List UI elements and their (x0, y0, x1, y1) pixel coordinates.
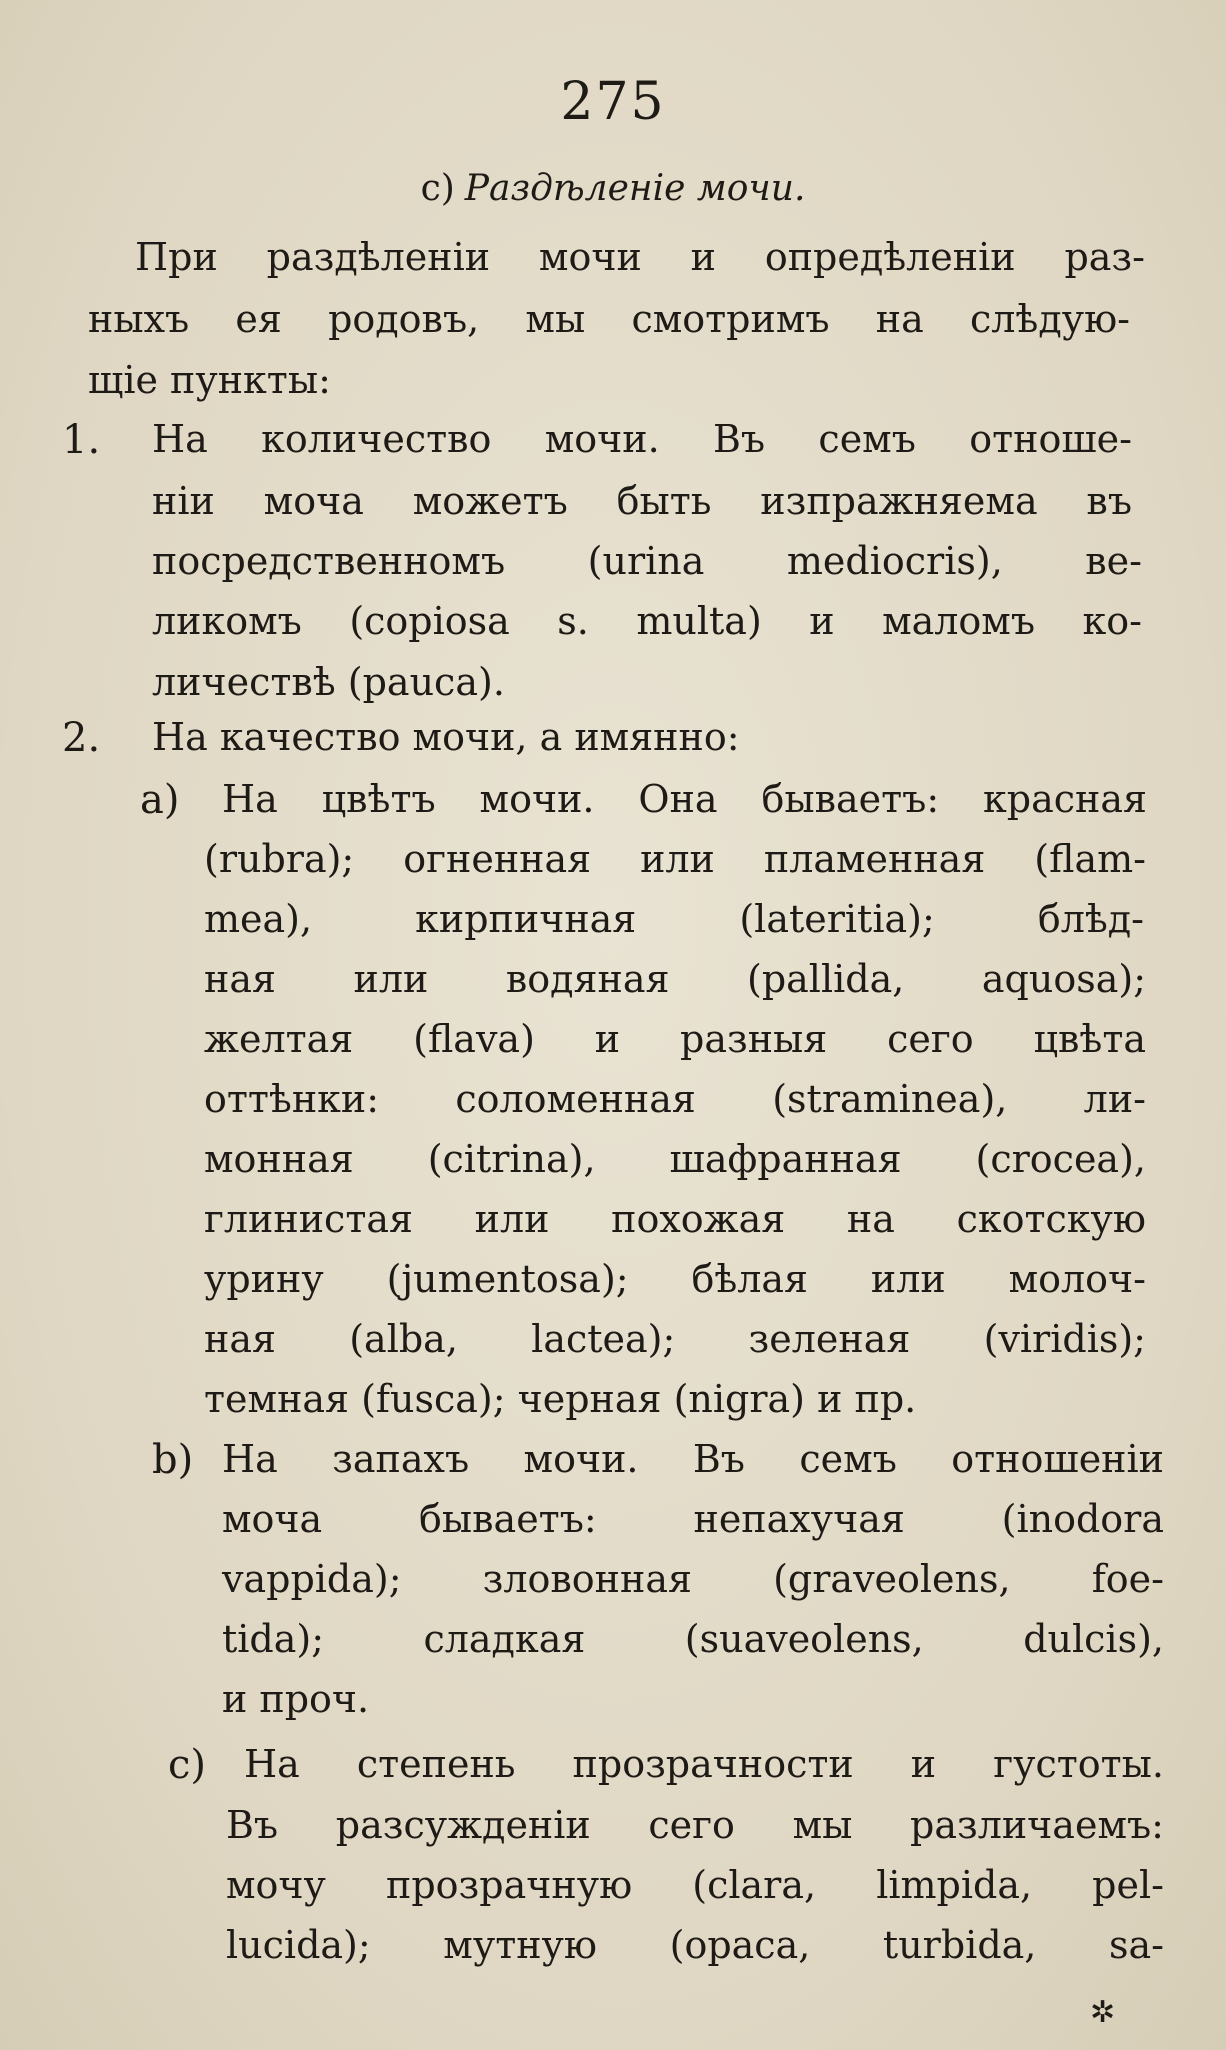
page-number: 275 (560, 72, 666, 132)
item-line: На количество мочи. Въ семъ отноше- (152, 417, 1132, 461)
subitem-line: оттѣнки: соломенная (straminea), ли- (204, 1077, 1146, 1121)
item-line: личествѣ (pauca). (152, 660, 505, 704)
intro-line: ныхъ ея родовъ, мы смотримъ на слѣдую- (88, 297, 1130, 341)
item-line: ніи моча можетъ быть изпражняема въ (152, 479, 1132, 523)
intro-line: При раздѣленіи мочи и опредѣленіи раз- (135, 235, 1145, 279)
subitem-line: глинистая или похожая на скотскую (204, 1197, 1146, 1241)
subitem-line: vappida); зловонная (graveolens, foe- (222, 1557, 1164, 1601)
subitem-line: урину (jumentosa); бѣлая или молоч- (204, 1257, 1146, 1301)
subitem-line: mea), кирпичная (lateritia); блѣд- (204, 897, 1144, 941)
subitem-line: На степень прозрачности и густоты. (244, 1742, 1164, 1786)
subitem-line: и проч. (222, 1677, 370, 1721)
item-line: посредственномъ (urina mediocris), ве- (152, 539, 1142, 583)
intro-line: щіе пункты: (88, 358, 331, 402)
subitem-line: мочу прозрачную (clara, limpida, pel- (226, 1863, 1164, 1907)
subitem-line: Въ разсужденіи сего мы различаемъ: (226, 1803, 1164, 1847)
subitem-label: c) (168, 1742, 207, 1788)
section-heading (0, 168, 1226, 209)
subitem-line: На цвѣтъ мочи. Она бываетъ: красная (222, 777, 1147, 821)
subitem-line: lucida); мутную (opaca, turbida, sa- (226, 1923, 1164, 1967)
item-number: 2. (62, 715, 101, 761)
subitem-line: tida); сладкая (suaveolens, dulcis), (222, 1617, 1164, 1661)
subitem-line: желтая (flava) и разныя сего цвѣта (204, 1017, 1146, 1061)
subitem-line: монная (citrina), шафранная (crocea), (204, 1137, 1146, 1181)
subitem-label: b) (152, 1437, 194, 1483)
item-number: 1. (62, 417, 101, 463)
subitem-line: моча бываетъ: непахучая (inodora (222, 1497, 1164, 1541)
section-heading-label: c) (420, 168, 455, 209)
subitem-line: темная (fusca); черная (nigra) и пр. (204, 1377, 917, 1421)
subitem-label: a) (140, 777, 180, 823)
item-line: ликомъ (copiosa s. multa) и маломъ ко- (152, 599, 1142, 643)
section-heading-title: Раздѣленіе мочи. (464, 168, 806, 209)
subitem-line: ная (alba, lactea); зеленая (viridis); (204, 1317, 1146, 1361)
subitem-line: На запахъ мочи. Въ семъ отношеніи (222, 1437, 1164, 1481)
ornament-icon: ✲ (1090, 1995, 1116, 2030)
subitem-line: ная или водяная (pallida, aquosa); (204, 957, 1146, 1001)
subitem-line: (rubra); огненная или пламенная (flam- (204, 837, 1146, 881)
item-line: На качество мочи, а имянно: (152, 715, 740, 759)
